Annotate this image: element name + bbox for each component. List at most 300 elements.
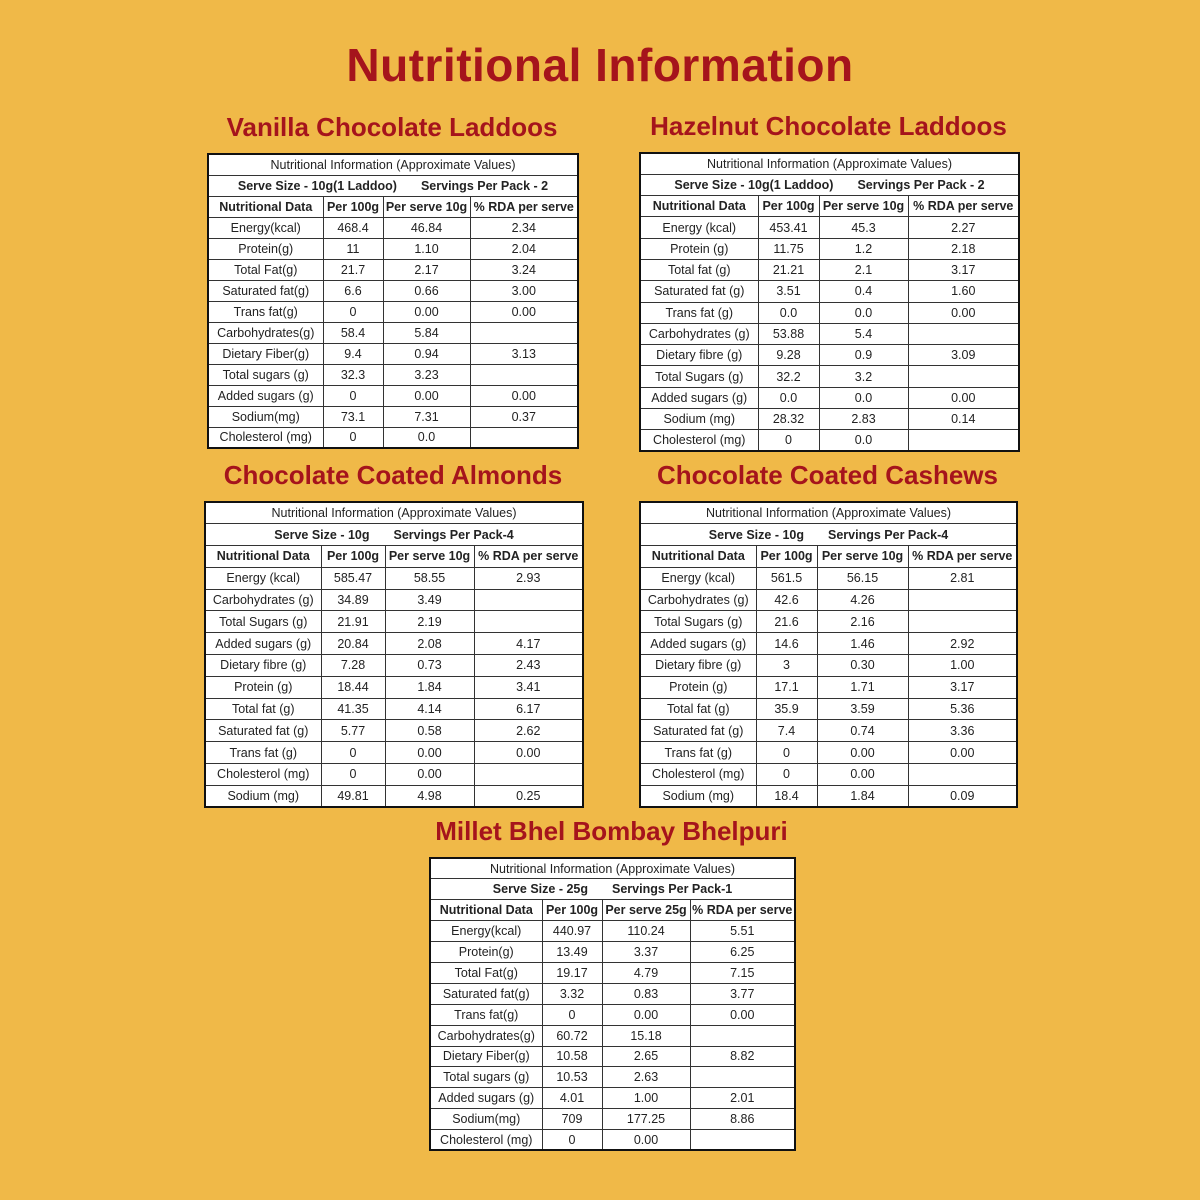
table-row [205,567,583,589]
table-cell: 0.00 [474,742,583,764]
product-title: Chocolate Coated Cashews [657,460,998,490]
serve-size: Serve Size - 10g [274,527,370,542]
table-cell: 0 [542,1004,602,1025]
table-row [640,259,1019,280]
nutrition-table [639,152,1020,452]
table-cell: 20.84 [321,633,385,655]
table-cell: 1.10 [383,238,470,259]
table-cell: Saturated fat (g) [640,281,758,302]
table-row [208,280,578,301]
table-cell: 0.83 [602,983,690,1004]
table-cell: 18.44 [321,676,385,698]
table-cell: 2.63 [602,1067,690,1088]
table-cell: 2.92 [908,633,1017,655]
table-cell: 0.00 [817,742,908,764]
product-title: Millet Bhel Bombay Bhelpuri [435,816,788,846]
table-cell: Cholesterol (mg) [208,427,323,448]
table-row [430,1130,795,1151]
table-cell: 0.0 [819,302,908,323]
table-cell: 3.51 [758,281,819,302]
table-cell: 9.28 [758,345,819,366]
page-title: Nutritional Information [346,39,854,91]
table-cell: Protein (g) [205,676,321,698]
table-cell: Sodium (mg) [205,785,321,807]
table-cell: 0 [323,385,383,406]
column-header: % RDA per serve [470,196,578,217]
table-cell: 2.18 [908,238,1019,259]
table-cell: 453.41 [758,217,819,238]
table-header-row [208,196,578,217]
table-cell: 0.00 [908,302,1019,323]
table-cell: 0.58 [385,720,474,742]
table-cell [474,611,583,633]
table-cell: 1.2 [819,238,908,259]
table-cell: 5.51 [690,921,795,942]
table-cell: 2.27 [908,217,1019,238]
column-header: % RDA per serve [474,546,583,568]
table-cell: 0.25 [474,785,583,807]
table-cell: 0.00 [470,385,578,406]
product-panel [639,460,1016,808]
table-cell: 110.24 [602,921,690,942]
column-header: Per serve 10g [385,546,474,568]
table-row [640,633,1017,655]
table-cell [474,764,583,786]
table-row [430,1109,795,1130]
table-cell: 0.94 [383,343,470,364]
table-cell: 41.35 [321,698,385,720]
table-cell: 7.31 [383,406,470,427]
table-cell: 1.60 [908,281,1019,302]
table-cell: 1.46 [817,633,908,655]
table-cell: 6.6 [323,280,383,301]
table-row [640,611,1017,633]
table-row [205,742,583,764]
product-title: Vanilla Chocolate Laddoos [226,112,558,142]
table-row [208,301,578,322]
table-row [430,921,795,942]
table-cell: Total fat (g) [205,698,321,720]
table-cell: 7.4 [756,720,817,742]
table-row [640,720,1017,742]
table-cell: 2.04 [470,238,578,259]
table-cell: 4.01 [542,1088,602,1109]
serve-info [430,879,795,900]
table-cell: 4.79 [602,962,690,983]
table-cell: Total Sugars (g) [205,611,321,633]
table-cell: Total Fat(g) [430,962,542,983]
table-cell: Trans fat(g) [208,301,323,322]
table-cell [470,322,578,343]
table-cell: 3.23 [383,364,470,385]
table-row [640,302,1019,323]
table-row [208,238,578,259]
table-cell: 18.4 [756,785,817,807]
table-cell: 56.15 [817,567,908,589]
table-cell: Total fat (g) [640,698,756,720]
table-cell: 0.00 [383,385,470,406]
table-cell: 28.32 [758,409,819,430]
table-cell [908,611,1017,633]
table-cell: 21.91 [321,611,385,633]
table-header-row [205,546,583,568]
servings-per-pack: Servings Per Pack-1 [612,882,733,897]
servings-per-pack: Servings Per Pack-4 [393,527,514,542]
table-cell: Saturated fat(g) [208,280,323,301]
table-cell: Protein (g) [640,676,756,698]
product-panel [639,111,1018,452]
table-cell: 0 [321,742,385,764]
column-header: % RDA per serve [908,546,1017,568]
table-cell: 3.32 [542,983,602,1004]
table-cell: Sodium(mg) [430,1109,542,1130]
table-cell: 1.84 [817,785,908,807]
table-cell: 3.00 [470,280,578,301]
table-cell: 0.37 [470,406,578,427]
table-cell: Added sugars (g) [430,1088,542,1109]
table-row [205,611,583,633]
table-cell: 6.17 [474,698,583,720]
table-cell: 0.00 [602,1130,690,1151]
table-cell: 21.6 [756,611,817,633]
table-cell [474,589,583,611]
table-row [640,366,1019,387]
table-row [640,387,1019,408]
table-cell [908,589,1017,611]
table-cell: 3.49 [385,589,474,611]
table-cell: Cholesterol (mg) [640,764,756,786]
product-title: Chocolate Coated Almonds [223,460,563,490]
table-cell: Dietary fibre (g) [205,655,321,677]
table-cell [690,1067,795,1088]
serve-info-row [430,879,795,900]
serve-size: Serve Size - 10g(1 Laddoo) [674,177,834,192]
table-cell: 2.01 [690,1088,795,1109]
table-row [640,567,1017,589]
column-header: Per serve 10g [383,196,470,217]
table-cell: 0.00 [602,1004,690,1025]
table-row [640,764,1017,786]
table-cell: 0.9 [819,345,908,366]
table-cell: 1.00 [908,655,1017,677]
table-header-row [640,196,1019,217]
table-cell [690,1025,795,1046]
product-panel [207,112,577,449]
table-cell: 7.28 [321,655,385,677]
table-row [205,785,583,807]
table-cell: 32.3 [323,364,383,385]
table-row [430,942,795,963]
table-cell: 53.88 [758,323,819,344]
table-cell [908,430,1019,451]
nutrition-table [204,501,584,808]
table-cell: 3.24 [470,259,578,280]
table-caption-row [430,858,795,879]
table-cell: 0.00 [908,387,1019,408]
product-title: Hazelnut Chocolate Laddoos [650,111,1007,141]
table-cell: 0.0 [758,387,819,408]
table-row [640,345,1019,366]
column-header: Nutritional Data [205,546,321,568]
table-row [640,742,1017,764]
table-cell: Carbohydrates (g) [640,589,756,611]
table-cell: 3.2 [819,366,908,387]
column-header: Nutritional Data [640,546,756,568]
table-cell: Protein(g) [430,942,542,963]
serve-size: Serve Size - 10g [708,527,804,542]
table-cell: 3.37 [602,942,690,963]
table-cell: Energy (kcal) [640,217,758,238]
table-cell: 177.25 [602,1109,690,1130]
table-cell: 0.74 [817,720,908,742]
table-cell: 19.17 [542,962,602,983]
nutrition-table [207,153,579,449]
column-header: Nutritional Data [640,196,758,217]
table-cell: Added sugars (g) [205,633,321,655]
table-cell: 2.43 [474,655,583,677]
serve-info-row [640,174,1019,195]
table-cell: 0.00 [690,1004,795,1025]
table-cell: 0 [756,742,817,764]
table-row [208,427,578,448]
table-cell: Carbohydrates(g) [208,322,323,343]
table-cell: Added sugars (g) [208,385,323,406]
table-cell: 15.18 [602,1025,690,1046]
table-cell: Saturated fat (g) [640,720,756,742]
column-header: Per 100g [323,196,383,217]
table-cell: 5.77 [321,720,385,742]
table-row [430,962,795,983]
table-cell: Protein(g) [208,238,323,259]
table-cell: 2.17 [383,259,470,280]
column-header: Nutritional Data [430,900,542,921]
table-cell: 0.0 [819,430,908,451]
table-cell: 4.17 [474,633,583,655]
table-cell: Cholesterol (mg) [640,430,758,451]
table-header-row [640,546,1017,568]
table-cell: 0 [323,427,383,448]
table-cell: Total Sugars (g) [640,366,758,387]
nutrition-table [429,857,796,1151]
table-cell: 2.19 [385,611,474,633]
serve-info-row [205,524,583,546]
table-cell: 585.47 [321,567,385,589]
table-cell: Total Sugars (g) [640,611,756,633]
servings-per-pack: Servings Per Pack - 2 [857,177,985,192]
table-cell: 4.98 [385,785,474,807]
table-cell: 3.59 [817,698,908,720]
table-cell: 60.72 [542,1025,602,1046]
table-caption-row [640,153,1019,174]
table-row [640,238,1019,259]
column-header: Per 100g [321,546,385,568]
table-row [205,676,583,698]
table-cell: 0 [756,764,817,786]
table-cell: 3.09 [908,345,1019,366]
serve-info [208,175,578,196]
table-cell: 3.17 [908,676,1017,698]
table-row [640,698,1017,720]
table-cell: Dietary fibre (g) [640,655,756,677]
table-cell: Total fat (g) [640,259,758,280]
table-cell: 3.17 [908,259,1019,280]
table-cell: Saturated fat (g) [205,720,321,742]
table-row [640,676,1017,698]
table-cell: Trans fat (g) [640,742,756,764]
table-cell: Dietary fibre (g) [640,345,758,366]
table-cell: 8.86 [690,1109,795,1130]
table-cell: 0.00 [385,742,474,764]
table-cell: 2.81 [908,567,1017,589]
table-cell: 5.36 [908,698,1017,720]
table-cell: 9.4 [323,343,383,364]
product-panel [204,460,582,808]
table-row [205,698,583,720]
table-row [430,1025,795,1046]
table-cell: 0 [758,430,819,451]
table-cell: 3.36 [908,720,1017,742]
table-cell: 0 [323,301,383,322]
table-cell: 2.65 [602,1046,690,1067]
table-cell: 17.1 [756,676,817,698]
table-caption-row [640,502,1017,524]
table-cell: 73.1 [323,406,383,427]
nutrition-table [639,501,1018,808]
table-cell: 1.71 [817,676,908,698]
table-cell: 6.25 [690,942,795,963]
table-caption: Nutritional Information (Approximate Values) [430,858,795,879]
table-caption: Nutritional Information (Approximate Values) [640,153,1019,174]
table-cell: 58.4 [323,322,383,343]
table-cell: Total Fat(g) [208,259,323,280]
table-cell: 440.97 [542,921,602,942]
table-cell: 58.55 [385,567,474,589]
table-cell: 3.13 [470,343,578,364]
table-cell: Trans fat (g) [205,742,321,764]
table-cell: 5.4 [819,323,908,344]
table-cell: Total sugars (g) [430,1067,542,1088]
serve-info-row [640,524,1017,546]
table-caption: Nutritional Information (Approximate Values) [640,502,1017,524]
table-cell: Added sugars (g) [640,387,758,408]
table-cell: 1.00 [602,1088,690,1109]
table-cell: 8.82 [690,1046,795,1067]
table-cell: 5.84 [383,322,470,343]
table-cell [908,366,1019,387]
table-cell: 0.73 [385,655,474,677]
table-cell [470,427,578,448]
table-cell [470,364,578,385]
column-header: % RDA per serve [908,196,1019,217]
table-row [640,323,1019,344]
table-cell: Energy(kcal) [430,921,542,942]
table-cell: 21.7 [323,259,383,280]
table-caption-row [205,502,583,524]
table-cell: 561.5 [756,567,817,589]
table-cell: 0.00 [385,764,474,786]
table-cell: 46.84 [383,217,470,238]
table-caption: Nutritional Information (Approximate Values) [205,502,583,524]
servings-per-pack: Servings Per Pack-4 [828,527,949,542]
table-cell: 0.30 [817,655,908,677]
column-header: % RDA per serve [690,900,795,921]
table-row [640,655,1017,677]
table-cell: 0 [321,764,385,786]
table-cell: Cholesterol (mg) [205,764,321,786]
table-row [640,217,1019,238]
table-row [205,633,583,655]
table-cell: Saturated fat(g) [430,983,542,1004]
table-cell: 10.53 [542,1067,602,1088]
serve-size: Serve Size - 10g(1 Laddoo) [237,178,397,193]
table-cell: 0.0 [383,427,470,448]
table-cell: 468.4 [323,217,383,238]
table-cell [908,764,1017,786]
table-row [205,720,583,742]
table-cell: 0.00 [383,301,470,322]
table-cell: 7.15 [690,962,795,983]
table-cell: 32.2 [758,366,819,387]
serve-size: Serve Size - 25g [492,882,588,897]
table-cell: Sodium (mg) [640,409,758,430]
table-row [208,217,578,238]
table-cell: 0.4 [819,281,908,302]
table-cell: Total sugars (g) [208,364,323,385]
table-header-row [430,900,795,921]
table-cell: Carbohydrates(g) [430,1025,542,1046]
table-row [430,1067,795,1088]
table-cell: 3 [756,655,817,677]
table-cell: 709 [542,1109,602,1130]
table-cell: 0.00 [470,301,578,322]
table-cell [690,1130,795,1151]
table-row [205,589,583,611]
table-cell: 0.00 [908,742,1017,764]
table-cell: 0 [542,1130,602,1151]
table-cell: 4.26 [817,589,908,611]
table-cell: 42.6 [756,589,817,611]
product-panel [429,816,794,1151]
table-cell: 2.93 [474,567,583,589]
table-cell: 14.6 [756,633,817,655]
column-header: Nutritional Data [208,196,323,217]
table-cell: Energy(kcal) [208,217,323,238]
serve-info-row [208,175,578,196]
column-header: Per 100g [758,196,819,217]
servings-per-pack: Servings Per Pack - 2 [420,178,549,193]
table-caption: Nutritional Information (Approximate Values) [208,154,578,175]
table-row [208,406,578,427]
table-cell: Trans fat(g) [430,1004,542,1025]
serve-info [640,174,1019,195]
table-row [208,259,578,280]
table-cell: 1.84 [385,676,474,698]
column-header: Per serve 10g [817,546,908,568]
table-cell: 45.3 [819,217,908,238]
serve-info [205,524,583,546]
table-cell: Carbohydrates (g) [640,323,758,344]
column-header: Per serve 10g [819,196,908,217]
column-header: Per serve 25g [602,900,690,921]
table-cell: Sodium (mg) [640,785,756,807]
table-row [430,1004,795,1025]
table-cell: 0.0 [758,302,819,323]
table-cell: 2.08 [385,633,474,655]
table-cell: 0.00 [817,764,908,786]
table-cell: 4.14 [385,698,474,720]
table-cell: 34.89 [321,589,385,611]
table-row [205,764,583,786]
